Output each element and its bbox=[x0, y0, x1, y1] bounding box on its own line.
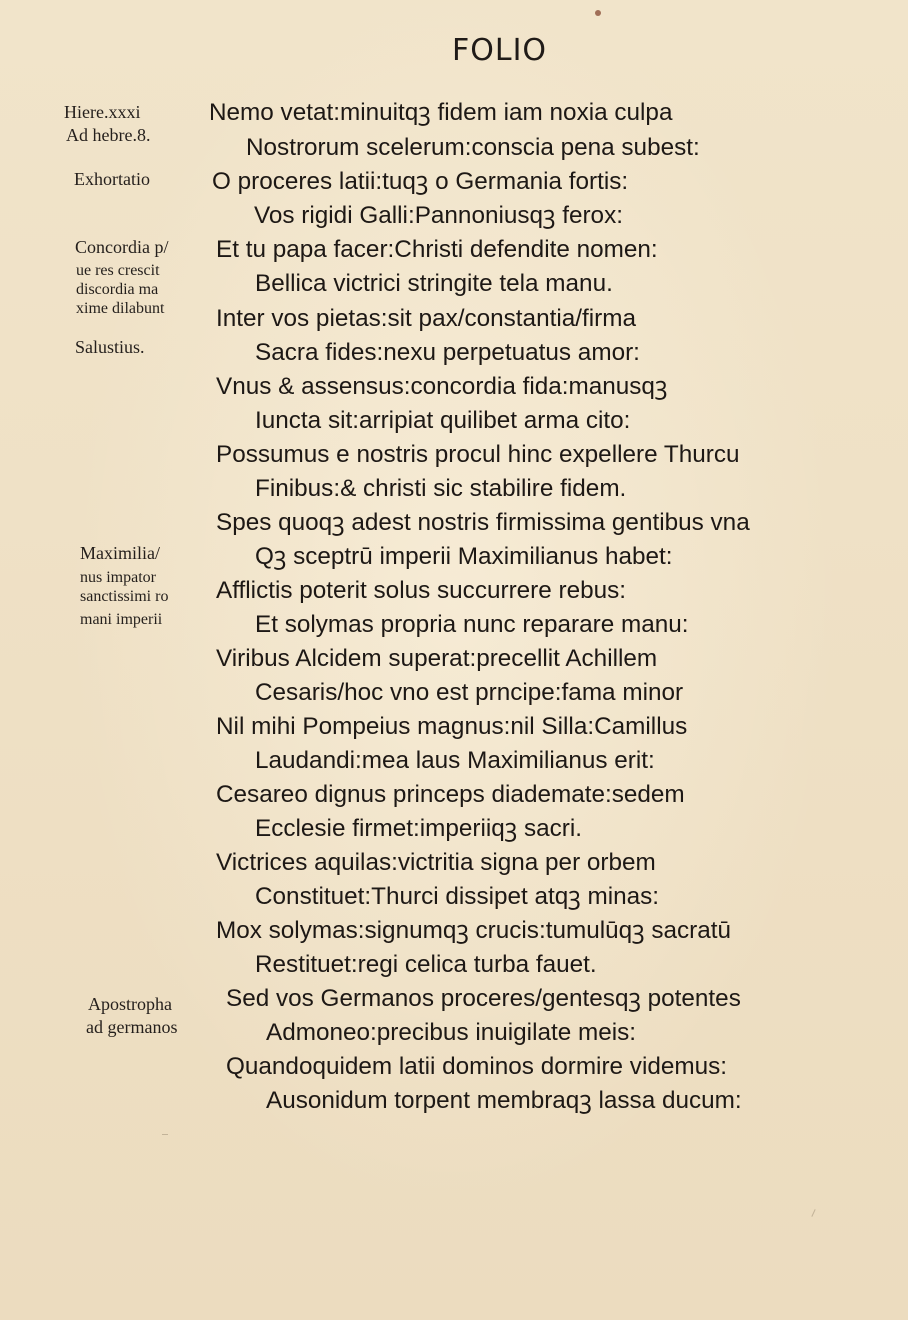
print-mark bbox=[162, 1134, 168, 1135]
verse-line: Sed vos Germanos proceres/gentesqꝫ potentes bbox=[226, 985, 741, 1012]
verse-line: Victrices aquilas:victritia signa per orbem bbox=[216, 849, 656, 876]
verse-line: Quandoquidem latii dominos dormire videmus: bbox=[226, 1053, 728, 1080]
margin-note-discordia: discordia ma bbox=[76, 281, 159, 298]
verse-line: Vos rigidi Galli:Pannoniusqꝫ ferox: bbox=[254, 202, 623, 229]
verse-line: Laudandi:mea laus Maximilianus erit: bbox=[255, 747, 655, 774]
verse-line: Inter vos pietas:sit pax/constantia/firma bbox=[216, 305, 636, 332]
verse-line: Restituet:regi celica turba fauet. bbox=[255, 951, 597, 978]
margin-note-salustius: Salustius. bbox=[75, 337, 145, 357]
margin-note-ad-germanos: ad germanos bbox=[86, 1017, 178, 1037]
verse-line: Vnus & assensus:concordia fida:manusqꝫ bbox=[216, 373, 668, 400]
margin-note-apostropha: Apostropha bbox=[88, 994, 172, 1014]
verse-line: Sacra fides:nexu perpetuatus amor: bbox=[255, 339, 640, 366]
margin-note-sanctissimi: sanctissimi ro bbox=[80, 588, 169, 605]
verse-line: Afflictis poterit solus succurrere rebus: bbox=[216, 577, 627, 604]
verse-line: Possumus e nostris procul hinc expellere Thurcu bbox=[216, 441, 740, 468]
margin-note-crescit: ue res crescit bbox=[76, 262, 160, 279]
verse-line: Nostrorum scelerum:conscia pena subest: bbox=[246, 134, 700, 161]
verse-line: Nemo vetat:minuitqꝫ fidem iam noxia culpa bbox=[209, 99, 673, 126]
verse-line: Mox solymas:signumqꝫ crucis:tumulūqꝫ sacratū bbox=[216, 917, 731, 944]
folio-heading: FOLIO bbox=[452, 33, 548, 68]
verse-line: Admoneo:precibus inuigilate meis: bbox=[266, 1019, 637, 1046]
verse-line: Finibus:& christi sic stabilire fidem. bbox=[255, 475, 627, 502]
verse-line: O proceres latii:tuqꝫ o Germania fortis: bbox=[212, 168, 629, 195]
verse-line: Et solymas propria nunc reparare manu: bbox=[255, 611, 689, 638]
verse-line: Cesaris/hoc vno est prncipe:fama minor bbox=[255, 679, 684, 706]
margin-note-hiere: Hiere.xxxi bbox=[64, 102, 141, 122]
verse-line: Et tu papa facer:Christi defendite nomen: bbox=[216, 236, 658, 263]
margin-note-dilabunt: xime dilabunt bbox=[76, 300, 165, 317]
ink-dot-mark bbox=[595, 10, 601, 16]
verse-line: Bellica victrici stringite tela manu. bbox=[255, 270, 613, 297]
verse-line: Cesareo dignus princeps diademate:sedem bbox=[216, 781, 685, 808]
verse-line: Viribus Alcidem superat:precellit Achillem bbox=[216, 645, 658, 672]
verse-line: Constituet:Thurci dissipet atqꝫ minas: bbox=[255, 883, 660, 910]
margin-note-exhortatio: Exhortatio bbox=[74, 169, 150, 189]
margin-note-imperii: mani imperii bbox=[80, 611, 163, 628]
verse-line: Ausonidum torpent membraqꝫ lassa ducum: bbox=[266, 1087, 742, 1114]
verse-line: Ecclesie firmet:imperiiqꝫ sacri. bbox=[255, 815, 582, 842]
verse-line: Iuncta sit:arripiat quilibet arma cito: bbox=[255, 407, 631, 434]
margin-note-maximilia: Maximilia/ bbox=[80, 543, 160, 563]
margin-note-concordia: Concordia p/ bbox=[75, 237, 169, 257]
margin-note-impator: nus impator bbox=[80, 569, 156, 586]
margin-note-ad-hebre: Ad hebre.8. bbox=[66, 125, 151, 145]
verse-line: Spes quoqꝫ adest nostris firmissima gentibus vna bbox=[216, 509, 750, 536]
print-mark bbox=[811, 1209, 815, 1217]
verse-line: Qꝫ sceptrū imperii Maximilianus habet: bbox=[255, 543, 673, 570]
verse-line: Nil mihi Pompeius magnus:nil Silla:Camillus bbox=[216, 713, 688, 740]
